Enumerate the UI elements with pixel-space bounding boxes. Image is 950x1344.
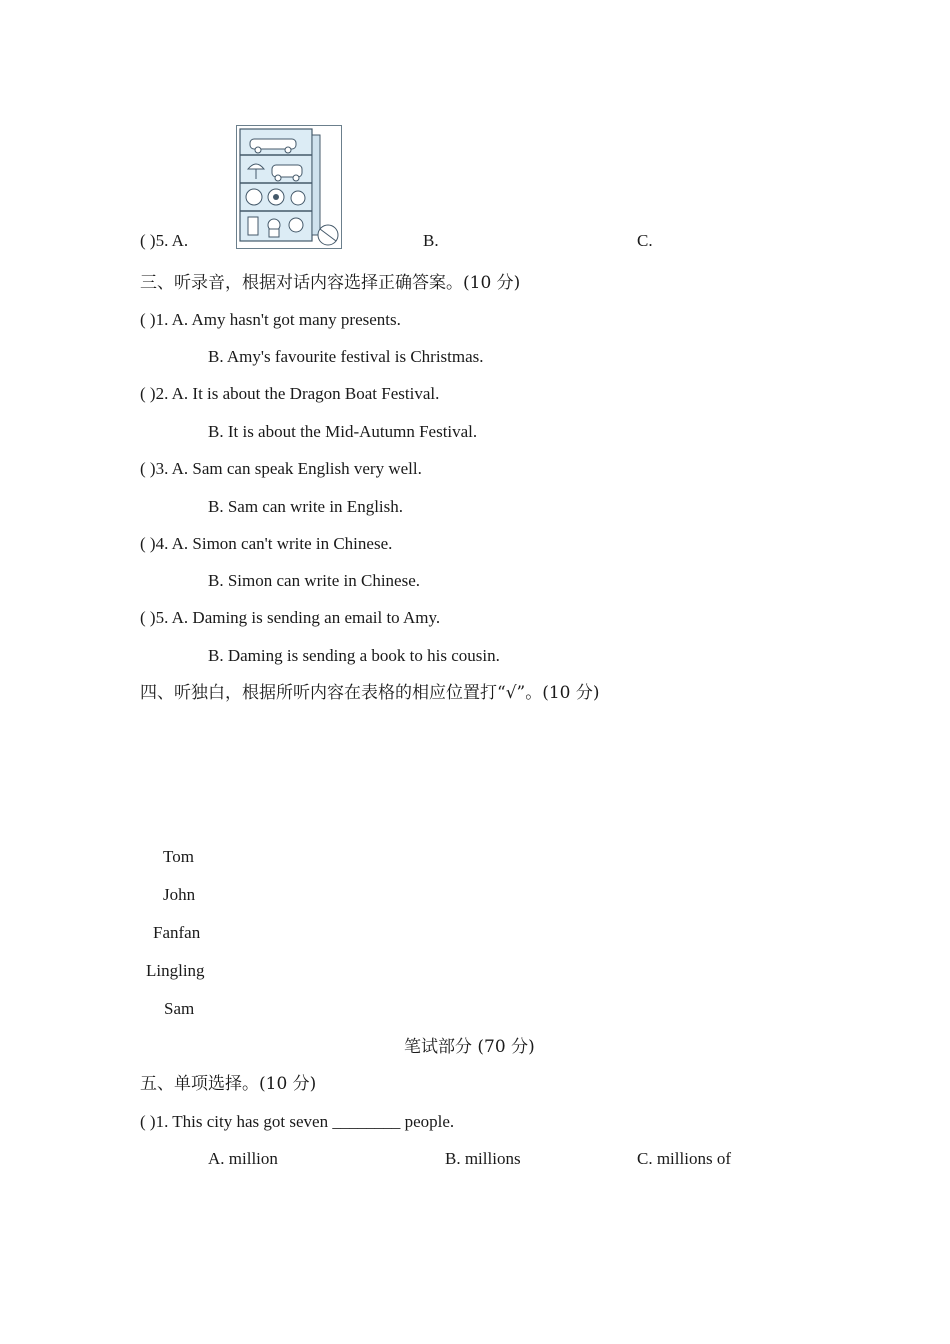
s3-q4-option-b: B. Simon can write in Chinese. <box>208 571 421 590</box>
table-name-sam: Sam <box>164 999 195 1018</box>
s3-q5-option-b: B. Daming is sending a book to his cousin. <box>208 646 500 665</box>
table-name-lingling: Lingling <box>146 961 205 980</box>
s5-q1-option-a: A. million <box>208 1149 278 1168</box>
s3-q1-option-a: ( )1. A. Amy hasn't got many presents. <box>140 310 401 329</box>
s5-q1-option-b: B. millions <box>445 1149 521 1168</box>
s3-q3-option-b: B. Sam can write in English. <box>208 497 404 516</box>
s3-q4-option-a: ( )4. A. Simon can't write in Chinese. <box>140 534 393 553</box>
s3-q2-option-a: ( )2. A. It is about the Dragon Boat Festival. <box>140 384 440 403</box>
s3-q5-option-a: ( )5. A. Daming is sending an email to Amy. <box>140 608 441 627</box>
picture-question-5-prefix: ( )5. A. <box>140 231 189 250</box>
picture-option-b: B. <box>423 231 439 250</box>
picture-option-c: C. <box>637 231 653 250</box>
s5-q1-stem: ( )1. This city has got seven ________ people. <box>140 1112 455 1131</box>
table-name-fanfan: Fanfan <box>153 923 201 942</box>
written-part-title: 笔试部分 (70 分) <box>404 1037 535 1057</box>
s3-q2-option-b: B. It is about the Mid-Autumn Festival. <box>208 422 478 441</box>
s3-q1-option-b: B. Amy's favourite festival is Christmas. <box>208 347 484 366</box>
table-name-john: John <box>163 885 196 904</box>
toy-shelf-icon <box>236 125 342 249</box>
section5-heading: 五、单项选择。(10 分) <box>140 1074 317 1094</box>
section3-heading: 三、听录音，根据对话内容选择正确答案。(10 分) <box>140 273 521 293</box>
s3-q3-option-a: ( )3. A. Sam can speak English very well. <box>140 459 422 478</box>
section4-heading: 四、听独白，根据所听内容在表格的相应位置打“√”。(10 分) <box>140 683 600 703</box>
s5-q1-option-c: C. millions of <box>637 1149 731 1168</box>
table-name-tom: Tom <box>163 847 194 866</box>
